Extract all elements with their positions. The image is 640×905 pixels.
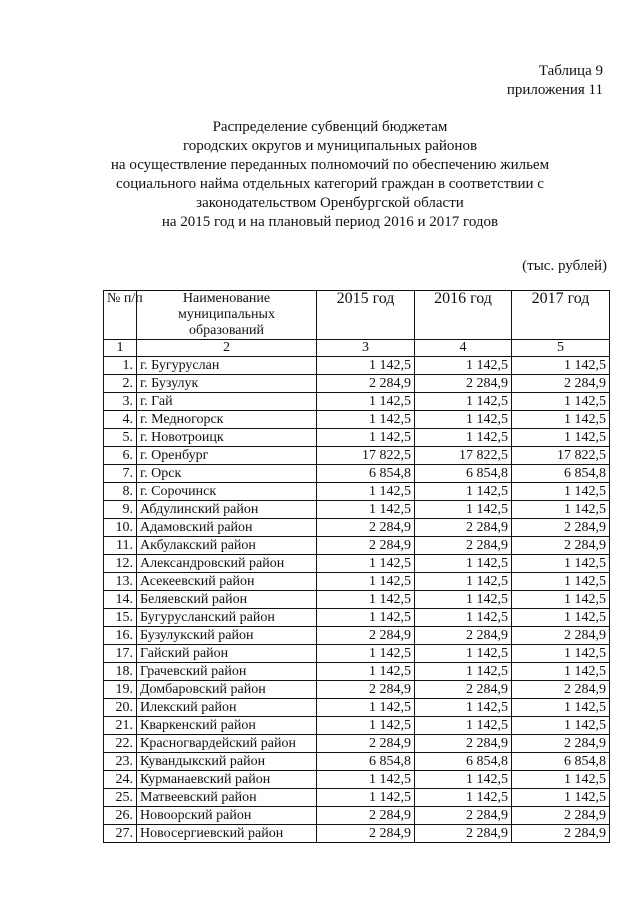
column-index: 4 [415,340,512,357]
municipality-name: Домбаровский район [137,681,317,699]
title-line-5: законодательством Оренбургской области [196,195,464,211]
municipality-name: Матвеевский район [137,789,317,807]
row-number: 2. [104,375,137,393]
row-number: 3. [104,393,137,411]
table-row [104,645,610,663]
table-row [104,609,610,627]
value-2017: 1 142,5 [512,663,610,681]
value-2017: 6 854,8 [512,753,610,771]
value-2015: 1 142,5 [317,591,415,609]
value-2017: 17 822,5 [512,447,610,465]
municipality-name: г. Новотроицк [137,429,317,447]
value-2016: 2 284,9 [415,375,512,393]
value-2015: 1 142,5 [317,483,415,501]
header-name [137,291,317,340]
value-2017: 1 142,5 [512,555,610,573]
reference-line-1: Таблица 9 [538,63,603,79]
title-line-1: Распределение субвенций бюджетам [212,119,448,135]
header-2016: 2016 год [415,291,512,340]
value-2015: 2 284,9 [317,807,415,825]
title-line-4: социального найма отдельных категорий граждан в соответствии с [116,176,544,192]
table-row [104,501,610,519]
table-row [104,663,610,681]
value-2015: 1 142,5 [317,771,415,789]
row-number: 24. [104,771,137,789]
municipality-name: г. Сорочинск [137,483,317,501]
table-row [104,537,610,555]
row-number: 21. [104,717,137,735]
value-2016: 1 142,5 [415,771,512,789]
value-2015: 1 142,5 [317,789,415,807]
value-2017: 2 284,9 [512,735,610,753]
value-2016: 2 284,9 [415,519,512,537]
value-2015: 1 142,5 [317,699,415,717]
municipality-name: Грачевский район [137,663,317,681]
value-2015: 1 142,5 [317,393,415,411]
value-2015: 1 142,5 [317,573,415,591]
row-number: 26. [104,807,137,825]
title-line-3: на осуществление переданных полномочий по обеспечению жильем [110,157,550,173]
value-2016: 2 284,9 [415,825,512,843]
value-2016: 2 284,9 [415,537,512,555]
table-row [104,375,610,393]
value-2017: 6 854,8 [512,465,610,483]
table-row [104,699,610,717]
row-number: 18. [104,663,137,681]
value-2016: 1 142,5 [415,501,512,519]
value-2017: 1 142,5 [512,789,610,807]
column-index: 1 [104,340,137,357]
row-number: 5. [104,429,137,447]
table-row [104,681,610,699]
table-row [104,555,610,573]
value-2015: 1 142,5 [317,609,415,627]
row-number: 20. [104,699,137,717]
value-2016: 2 284,9 [415,735,512,753]
municipality-name: Кваркенский район [137,717,317,735]
municipality-name: Илекский район [137,699,317,717]
municipality-name: г. Оренбург [137,447,317,465]
row-number: 23. [104,753,137,771]
value-2017: 2 284,9 [512,519,610,537]
value-2015: 1 142,5 [317,717,415,735]
row-number: 12. [104,555,137,573]
value-2016: 2 284,9 [415,627,512,645]
value-2017: 1 142,5 [512,609,610,627]
row-number: 27. [104,825,137,843]
value-2017: 1 142,5 [512,699,610,717]
value-2017: 1 142,5 [512,483,610,501]
row-number: 6. [104,447,137,465]
table-reference [507,62,603,100]
table-header-row [104,291,610,340]
table-row [104,627,610,645]
column-index: 5 [512,340,610,357]
value-2016: 1 142,5 [415,717,512,735]
value-2017: 2 284,9 [512,807,610,825]
value-2016: 1 142,5 [415,429,512,447]
municipality-name: Адамовский район [137,519,317,537]
value-2017: 2 284,9 [512,627,610,645]
header-number [104,291,143,340]
value-2016: 1 142,5 [415,609,512,627]
municipality-name: Бузулукский район [137,627,317,645]
column-index-row [104,340,610,357]
document-title [60,118,600,232]
value-2016: 1 142,5 [415,699,512,717]
header-name-label: Наименование муниципальных образований [178,291,275,338]
value-2015: 2 284,9 [317,681,415,699]
header-2017: 2017 год [512,291,610,340]
table-row [104,591,610,609]
title-line-6: на 2015 год и на плановый период 2016 и 2017 годов [161,214,499,230]
municipality-name: Асекеевский район [137,573,317,591]
value-2015: 1 142,5 [317,663,415,681]
value-2016: 1 142,5 [415,663,512,681]
header-2015: 2015 год [317,291,415,340]
reference-line-2: приложения 11 [506,82,603,98]
value-2015: 6 854,8 [317,465,415,483]
value-2015: 2 284,9 [317,375,415,393]
row-number: 15. [104,609,137,627]
row-number: 22. [104,735,137,753]
table-row [104,573,610,591]
column-index: 3 [317,340,415,357]
row-number: 16. [104,627,137,645]
value-2016: 1 142,5 [415,357,512,375]
municipality-name: г. Бугуруслан [137,357,317,375]
value-2017: 1 142,5 [512,429,610,447]
table-row [104,393,610,411]
municipality-name: Новоорский район [137,807,317,825]
municipality-name: Красногвардейский район [137,735,317,753]
table-row [104,789,610,807]
value-2015: 2 284,9 [317,537,415,555]
table-row [104,825,610,843]
value-2016: 1 142,5 [415,411,512,429]
row-number: 1. [104,357,137,375]
row-number: 4. [104,411,137,429]
value-2017: 1 142,5 [512,591,610,609]
value-2016: 6 854,8 [415,753,512,771]
row-number: 11. [104,537,137,555]
table-row [104,717,610,735]
municipality-name: Новосергиевский район [137,825,317,843]
row-number: 13. [104,573,137,591]
table-row [104,483,610,501]
value-2015: 1 142,5 [317,411,415,429]
value-2017: 2 284,9 [512,825,610,843]
value-2016: 6 854,8 [415,465,512,483]
row-number: 7. [104,465,137,483]
table-row [104,465,610,483]
value-2015: 2 284,9 [317,735,415,753]
value-2017: 1 142,5 [512,357,610,375]
municipality-name: г. Гай [137,393,317,411]
value-2015: 1 142,5 [317,645,415,663]
value-2016: 17 822,5 [415,447,512,465]
value-2017: 1 142,5 [512,717,610,735]
row-number: 9. [104,501,137,519]
value-2016: 1 142,5 [415,789,512,807]
municipality-name: Беляевский район [137,591,317,609]
table-row [104,807,610,825]
value-2015: 1 142,5 [317,357,415,375]
value-2016: 1 142,5 [415,645,512,663]
value-2015: 1 142,5 [317,501,415,519]
municipality-name: Курманаевский район [137,771,317,789]
value-2017: 2 284,9 [512,681,610,699]
municipality-name: г. Медногорск [137,411,317,429]
value-2017: 1 142,5 [512,573,610,591]
row-number: 19. [104,681,137,699]
value-2016: 1 142,5 [415,483,512,501]
table-row [104,447,610,465]
column-index: 2 [137,340,317,357]
subvention-table [103,290,610,843]
table-row [104,357,610,375]
table-row [104,753,610,771]
value-2017: 1 142,5 [512,501,610,519]
value-2015: 1 142,5 [317,429,415,447]
header-number-label: № п/п [107,291,143,306]
value-2016: 2 284,9 [415,807,512,825]
value-2016: 2 284,9 [415,681,512,699]
row-number: 14. [104,591,137,609]
municipality-name: Акбулакский район [137,537,317,555]
municipality-name: г. Орск [137,465,317,483]
row-number: 8. [104,483,137,501]
municipality-name: Кувандыкский район [137,753,317,771]
value-2016: 1 142,5 [415,591,512,609]
municipality-name: Абдулинский район [137,501,317,519]
value-2017: 1 142,5 [512,393,610,411]
value-2017: 2 284,9 [512,375,610,393]
row-number: 17. [104,645,137,663]
table-row [104,429,610,447]
value-2015: 2 284,9 [317,627,415,645]
table-row [104,519,610,537]
municipality-name: Гайский район [137,645,317,663]
municipality-name: г. Бузулук [137,375,317,393]
value-2017: 2 284,9 [512,537,610,555]
table-row [104,735,610,753]
municipality-name: Бугурусланский район [137,609,317,627]
value-2015: 2 284,9 [317,825,415,843]
table-row [104,411,610,429]
value-2015: 2 284,9 [317,519,415,537]
row-number: 10. [104,519,137,537]
table-body [104,357,610,843]
table-row [104,771,610,789]
value-2017: 1 142,5 [512,411,610,429]
value-2017: 1 142,5 [512,645,610,663]
value-2016: 1 142,5 [415,573,512,591]
row-number: 25. [104,789,137,807]
value-2017: 1 142,5 [512,771,610,789]
municipality-name: Александровский район [137,555,317,573]
units-note: (тыс. рублей) [522,258,607,274]
value-2015: 17 822,5 [317,447,415,465]
value-2015: 1 142,5 [317,555,415,573]
title-line-2: городских округов и муниципальных районов [182,138,478,154]
value-2016: 1 142,5 [415,555,512,573]
value-2015: 6 854,8 [317,753,415,771]
value-2016: 1 142,5 [415,393,512,411]
